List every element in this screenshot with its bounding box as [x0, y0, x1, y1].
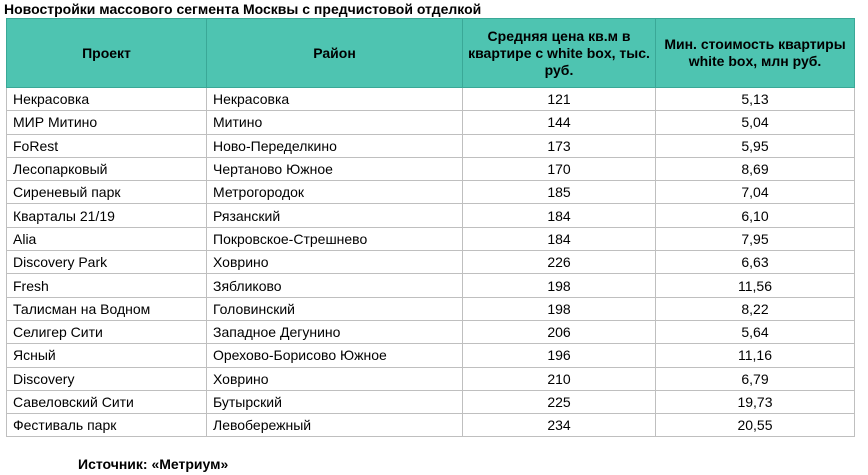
table-header-row [7, 19, 855, 88]
table-row [7, 367, 855, 390]
district-cell: Западное Дегунино [207, 320, 463, 343]
min-cost-cell: 7,95 [656, 227, 855, 250]
avg-price-cell: 196 [463, 344, 656, 367]
min-cost-cell: 5,64 [656, 320, 855, 343]
project-cell: Некрасовка [7, 88, 207, 111]
column-header-district: Район [207, 19, 463, 88]
min-cost-cell: 8,22 [656, 297, 855, 320]
column-header-project: Проект [7, 19, 207, 88]
table-row [7, 157, 855, 180]
project-cell: Alia [7, 227, 207, 250]
district-cell: Чертаново Южное [207, 157, 463, 180]
project-cell: FoRest [7, 134, 207, 157]
table-row [7, 344, 855, 367]
district-cell: Ново-Переделкино [207, 134, 463, 157]
min-cost-cell: 6,10 [656, 204, 855, 227]
min-cost-cell: 19,73 [656, 390, 855, 413]
district-cell: Зябликово [207, 274, 463, 297]
project-cell: Fresh [7, 274, 207, 297]
district-cell: Некрасовка [207, 88, 463, 111]
avg-price-cell: 184 [463, 204, 656, 227]
table-row [7, 227, 855, 250]
table-row [7, 251, 855, 274]
district-cell: Рязанский [207, 204, 463, 227]
table-row [7, 297, 855, 320]
project-cell: Лесопарковый [7, 157, 207, 180]
min-cost-cell: 11,16 [656, 344, 855, 367]
avg-price-cell: 184 [463, 227, 656, 250]
avg-price-cell: 210 [463, 367, 656, 390]
district-cell: Ховрино [207, 251, 463, 274]
data-table [6, 18, 855, 437]
avg-price-cell: 225 [463, 390, 656, 413]
page-title: Новостройки массового сегмента Москвы с предчистовой отделкой [4, 1, 482, 17]
project-cell: Discovery Park [7, 251, 207, 274]
min-cost-cell: 5,13 [656, 88, 855, 111]
project-cell: Селигер Сити [7, 320, 207, 343]
table-row [7, 390, 855, 413]
project-cell: Discovery [7, 367, 207, 390]
min-cost-cell: 5,95 [656, 134, 855, 157]
table-row [7, 204, 855, 227]
district-cell: Орехово-Борисово Южное [207, 344, 463, 367]
table-row [7, 320, 855, 343]
min-cost-cell: 6,63 [656, 251, 855, 274]
table-row [7, 274, 855, 297]
column-header-min-cost: Мин. стоимость квартиры white box, млн руб. [656, 19, 855, 88]
avg-price-cell: 198 [463, 274, 656, 297]
district-cell: Ховрино [207, 367, 463, 390]
table-row [7, 414, 855, 437]
district-cell: Митино [207, 111, 463, 134]
avg-price-cell: 185 [463, 181, 656, 204]
min-cost-cell: 5,04 [656, 111, 855, 134]
project-cell: Ясный [7, 344, 207, 367]
table-row [7, 181, 855, 204]
avg-price-cell: 226 [463, 251, 656, 274]
project-cell: Фестиваль парк [7, 414, 207, 437]
avg-price-cell: 144 [463, 111, 656, 134]
min-cost-cell: 6,79 [656, 367, 855, 390]
avg-price-cell: 234 [463, 414, 656, 437]
min-cost-cell: 11,56 [656, 274, 855, 297]
project-cell: Савеловский Сити [7, 390, 207, 413]
project-cell: МИР Митино [7, 111, 207, 134]
project-cell: Сиреневый парк [7, 181, 207, 204]
avg-price-cell: 121 [463, 88, 656, 111]
table-row [7, 111, 855, 134]
table-row [7, 134, 855, 157]
min-cost-cell: 7,04 [656, 181, 855, 204]
district-cell: Покровское-Стрешнево [207, 227, 463, 250]
district-cell: Бутырский [207, 390, 463, 413]
source-note: Источник: «Метриум» [78, 456, 229, 472]
avg-price-cell: 170 [463, 157, 656, 180]
project-cell: Кварталы 21/19 [7, 204, 207, 227]
table-row [7, 88, 855, 111]
min-cost-cell: 8,69 [656, 157, 855, 180]
table-body [7, 88, 855, 437]
avg-price-cell: 173 [463, 134, 656, 157]
min-cost-cell: 20,55 [656, 414, 855, 437]
district-cell: Головинский [207, 297, 463, 320]
avg-price-cell: 206 [463, 320, 656, 343]
district-cell: Метрогородок [207, 181, 463, 204]
district-cell: Левобережный [207, 414, 463, 437]
project-cell: Талисман на Водном [7, 297, 207, 320]
avg-price-cell: 198 [463, 297, 656, 320]
column-header-avg-price: Средняя цена кв.м в квартире с white box, тыс. руб. [463, 19, 656, 88]
